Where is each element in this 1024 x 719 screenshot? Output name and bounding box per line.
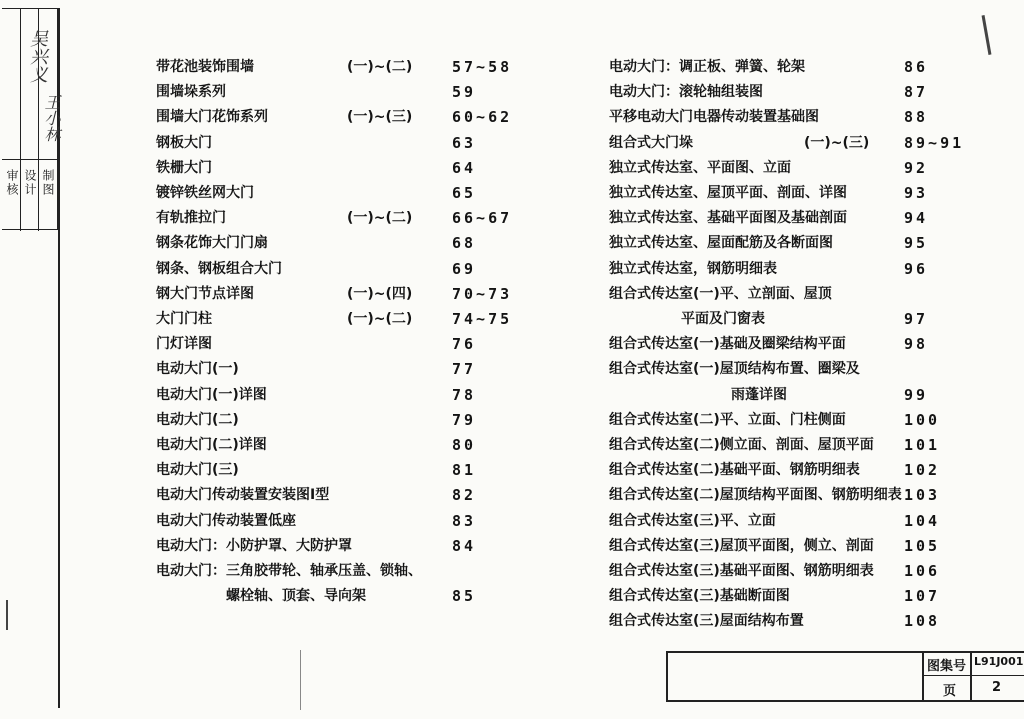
contents-entry-title: 平面及门窗表 [681,311,765,327]
contents-entry-page: 80 [452,436,477,454]
contents-entry-title: 电动大门(二) [156,411,239,428]
contents-entry-title: 组合式传达室(三)平、立面 [609,512,776,529]
contents-entry-page: 108 [904,612,941,631]
contents-entry-title: 独立式传达室，钢筋明细表 [609,260,777,277]
contents-entry-range: (一)~(二) [347,311,413,327]
contents-entry-title: 电动大门(一)详图 [156,386,267,403]
contents-entry-range: (一)~(三) [804,134,870,151]
signature-design: 王小林 [42,94,61,142]
page-label: 页 [943,684,957,699]
contents-entry-page: 97 [904,310,929,328]
contents-entry-title: 有轨推拉门 [156,210,226,227]
contents-entry-range: (一)~(三) [347,109,413,126]
contents-entry-title: 电动大门传动装置安装图Ⅰ型 [156,487,330,504]
scan-mark [6,600,8,630]
title-block-divider [970,651,972,701]
signature-row-divider [2,159,58,160]
contents-entry-title: 组合式传达室(二)屋顶结构平面图、钢筋明细表 [609,487,902,504]
role-draw: 制图 [41,169,55,197]
contents-entry-title: 钢条花饰大门门扇 [156,235,268,252]
title-block-left-line [666,651,668,701]
role-design: 设计 [23,169,37,197]
contents-entry-page: 81 [452,461,477,480]
contents-entry-title: 组合式传达室(一)平、立剖面、屋顶 [609,285,832,302]
contents-entry-title: 组合式大门垛 [609,134,693,151]
contents-entry-page: 85 [452,587,477,606]
contents-entry-page: 68 [452,234,477,253]
contents-entry-page: 106 [904,562,941,580]
contents-entry-title: 电动大门：调正板、弹簧、轮架 [609,59,805,75]
contents-entry-page: 60~62 [452,108,513,127]
contents-entry-title: 带花池装饰围墙 [156,59,254,75]
title-block-row-line [922,675,1024,676]
title-block-bottom-line [666,700,1024,702]
contents-entry-range: (一)~(四) [347,285,413,302]
contents-entry-title: 雨蓬详图 [731,386,787,403]
contents-entry-title: 电动大门传动装置低座 [156,512,296,529]
contents-entry-page: 102 [904,461,941,480]
contents-entry-page: 70~73 [452,284,513,303]
signature-col-divider [20,9,21,231]
contents-entry-page: 107 [904,587,941,606]
contents-entry-page: 82 [452,486,477,505]
signature-block [2,8,61,230]
contents-entry-title: 电动大门：小防护罩、大防护罩 [156,537,352,554]
contents-entry-page: 79 [452,410,477,429]
contents-entry-title: 电动大门(一) [156,361,239,378]
contents-entry-title: 组合式传达室(一)屋顶结构布置、圈梁及 [609,361,860,378]
contents-entry-title: 组合式传达室(二)基础平面、钢筋明细表 [609,462,860,479]
contents-entry-page: 94 [904,209,929,228]
contents-entry-page: 103 [904,486,941,505]
contents-entry-title: 组合式传达室(二)侧立面、剖面、屋顶平面 [609,437,874,453]
contents-entry-page: 89~91 [904,133,965,152]
contents-entry-page: 69 [452,259,477,278]
contents-entry-title: 组合式传达室(三)基础平面图、钢筋明细表 [609,563,874,579]
contents-entry-page: 76 [452,335,477,354]
contents-entry-title: 独立式传达室、屋顶平面、剖面、详图 [609,185,847,201]
contents-entry-title: 门灯详图 [156,336,212,353]
contents-entry-page: 59 [452,83,477,102]
contents-entry-page: 104 [904,511,941,530]
contents-entry-page: 84 [452,536,477,555]
contents-entry-title: 镀锌铁丝网大门 [156,185,254,201]
contents-entry-title: 组合式传达室(一)基础及圈梁结构平面 [609,336,846,353]
contents-entry-page: 92 [904,158,929,177]
contents-entry-page: 74~75 [452,310,513,328]
contents-entry-page: 100 [904,410,941,429]
contents-entry-page: 78 [452,385,477,404]
contents-entry-page: 63 [452,133,477,152]
contents-entry-range: (一)~(二) [347,210,413,227]
atlas-number-value: L91J001 [974,655,1024,668]
contents-entry-page: 96 [904,259,929,278]
contents-entry-page: 57~58 [452,58,513,76]
contents-entry-page: 99 [904,385,929,404]
contents-entry-title: 组合式传达室(三)屋面结构布置 [609,613,804,630]
contents-entry-title: 独立式传达室、屋面配筋及各断面图 [609,235,833,252]
contents-entry-title: 围墙垛系列 [156,84,226,101]
role-review: 审核 [5,169,19,197]
contents-entry-title: 电动大门(二)详图 [156,437,267,453]
contents-entry-page: 87 [904,83,929,102]
contents-entry-page: 66~67 [452,209,513,228]
contents-entry-title: 电动大门：三角胶带轮、轴承压盖、锁轴、 [156,563,422,579]
contents-entry-title: 电动大门：滚轮轴组装图 [609,84,763,101]
page-number-value: 2 [992,680,1002,695]
scan-mark [300,650,301,710]
contents-entry-page: 95 [904,234,929,253]
contents-entry-title: 钢条、钢板组合大门 [156,260,282,277]
contents-entry-title: 组合式传达室(三)屋顶平面图，侧立、剖面 [609,537,874,554]
contents-entry-page: 105 [904,536,941,555]
signature-review: 吴兴义 [27,29,48,83]
scan-mark [982,15,992,55]
contents-entry-title: 铁栅大门 [156,159,212,176]
atlas-number-label: 图集号 [927,659,967,674]
contents-entry-title: 钢板大门 [156,134,212,151]
contents-entry-title: 组合式传达室(二)平、立面、门柱侧面 [609,411,846,428]
contents-entry-title: 平移电动大门电器传动装置基础图 [609,109,819,126]
title-block-divider [922,651,924,701]
contents-entry-page: 98 [904,335,929,354]
contents-entry-page: 88 [904,108,929,127]
contents-entry-title: 独立式传达室、基础平面图及基础剖面 [609,210,847,227]
contents-entry-title: 围墙大门花饰系列 [156,109,268,126]
contents-entry-page: 101 [904,436,941,454]
contents-entry-page: 83 [452,511,477,530]
contents-entry-title: 独立式传达室、平面图、立面 [609,159,791,176]
contents-entry-title: 组合式传达室(三)基础断面图 [609,588,790,605]
contents-entry-page: 77 [452,360,477,379]
contents-entry-title: 大门门柱 [156,311,212,327]
contents-entry-title: 钢大门节点详图 [156,285,254,302]
contents-entry-page: 64 [452,158,477,177]
contents-entry-title: 电动大门(三) [156,462,239,479]
contents-entry-page: 86 [904,58,929,76]
contents-entry-page: 65 [452,184,477,202]
contents-entry-page: 93 [904,184,929,202]
contents-entry-title: 螺栓轴、顶套、导向架 [226,588,366,605]
contents-entry-range: (一)~(二) [347,59,413,75]
